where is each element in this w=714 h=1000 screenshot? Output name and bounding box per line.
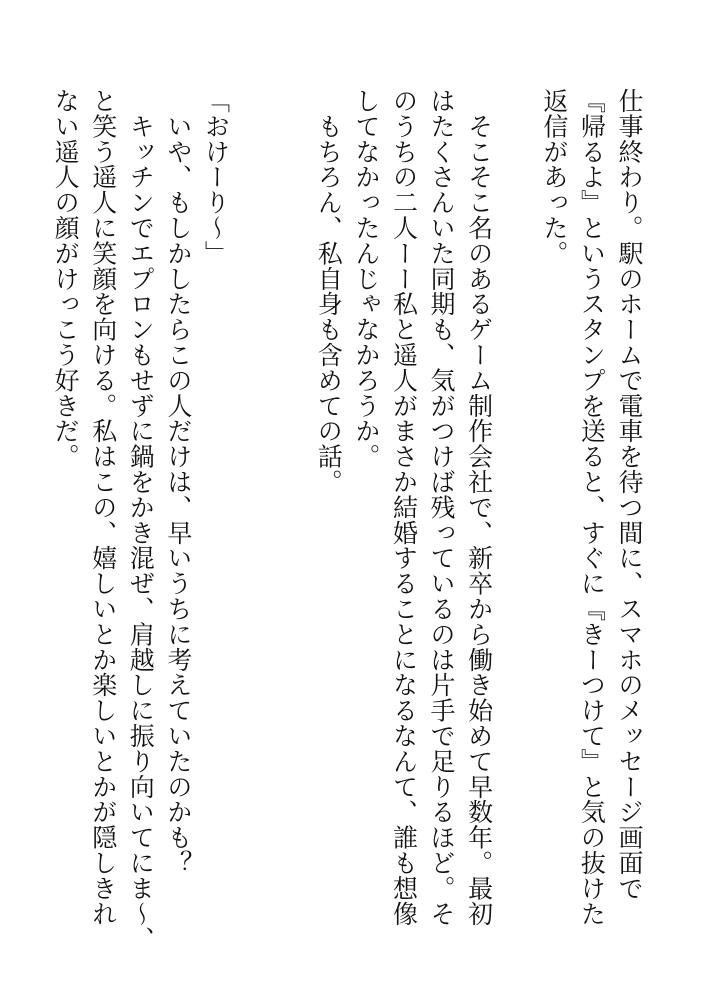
text-line: いや、もしかしたらこの人だけは、早いうちに考えていたのかも？ bbox=[163, 88, 193, 876]
text-line: と笑う遥人に笑顔を向ける。私はこの、嬉しいとか楽しいとかが隠しきれ bbox=[88, 88, 118, 927]
text-line: 仕事終わり。駅のホームで電車を待つ間に、スマホのメッセージ画面で bbox=[615, 88, 644, 901]
vertical-text-body bbox=[47, 88, 649, 978]
text-line: はたくさんいた同期も、気がつけば残っているのは片手で足りるほど。そ bbox=[427, 88, 457, 927]
text-line: ない遥人の顔がけっこう好きだ。 bbox=[51, 88, 81, 469]
text-line: のうちの二人ーー私と遥人がまさか結婚することになるなんて、誰も想像 bbox=[389, 88, 419, 927]
text-line: 『帰るよ』というスタンプを送ると、すぐに『きーつけて』と気の抜けた bbox=[577, 88, 607, 927]
text-line: そこそこ名のあるゲーム制作会社で、新卒から働き始めて早数年。最初 bbox=[464, 88, 494, 927]
text-line: キッチンでエプロンもせずに鍋をかき混ぜ、肩越しに振り向いてにま〜、 bbox=[126, 88, 156, 952]
text-line: もちろん、私自身も含めての話。 bbox=[314, 88, 344, 495]
text-line: してなかったんじゃなかろうか。 bbox=[351, 88, 381, 469]
text-line: 返信があった。 bbox=[539, 88, 569, 266]
dialogue-line: 「おけーり〜」 bbox=[201, 88, 231, 266]
